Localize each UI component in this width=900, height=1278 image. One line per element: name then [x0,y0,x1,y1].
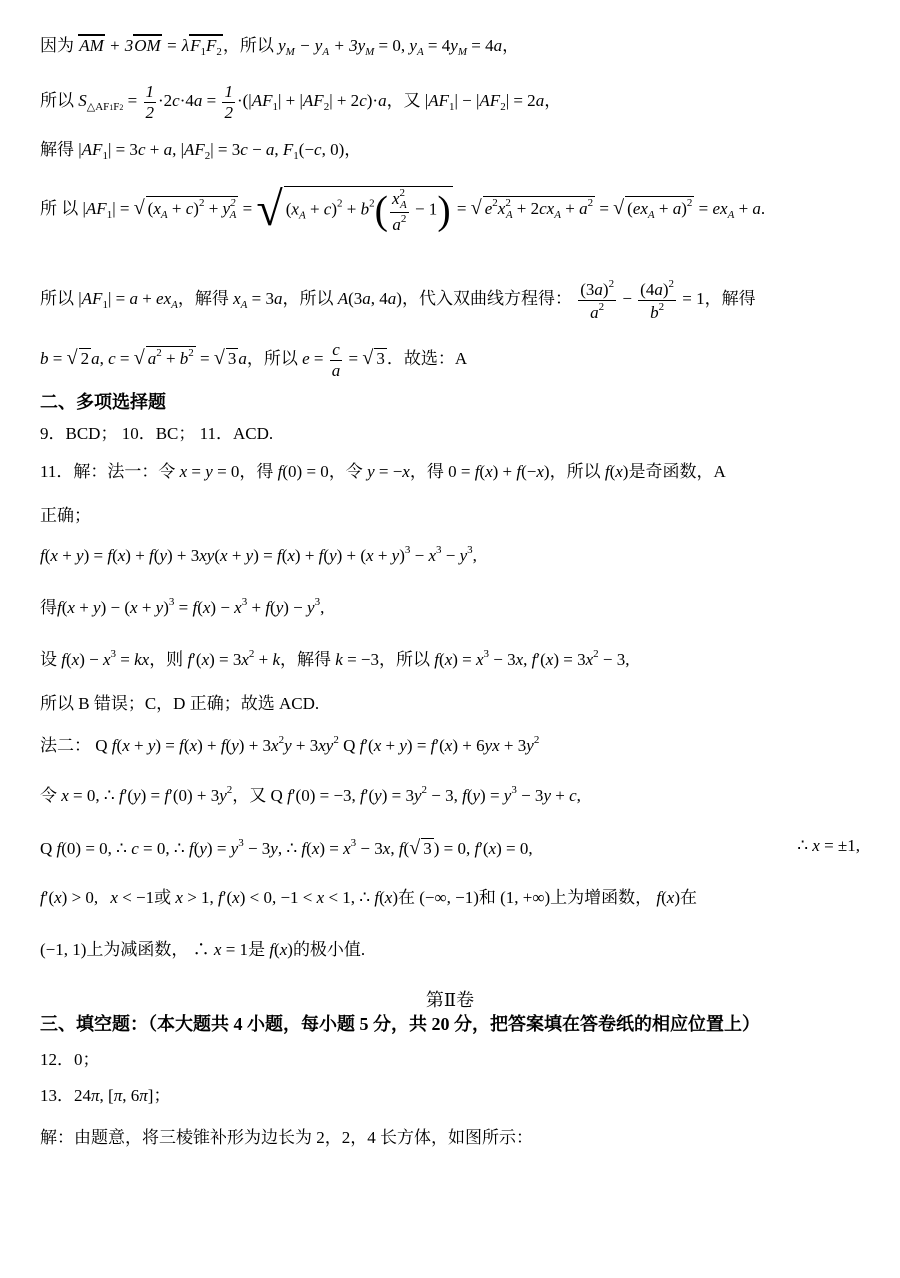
solution-line-1: 因为 AM + $3OM = \lambda F_1F_2$，所以 $y_M - y_A + 3y_M = 0$, $y_A = 4y_M = 4a$， [40,36,520,58]
q11-line-7: 法二： Q $f(x + y) = f(x) + f(y) + 3x^2y + 3xy^2$ Q $f'(x + y) = f'(x) + 6yx + 3y^2$ [40,734,540,755]
formula-xa: $x_A = 3a$ [233,288,283,311]
formula-area: $S_{\triangle AF1F2}$ = $\frac{1}{2}$ ·2c·4a = $\frac{1}{2}$ $\cdot(|AF_1| + |AF_2| + 2c)\cdot a$ [78,82,387,122]
answer-13: 13．24π, [π, 6π]； [40,1086,171,1105]
q11-line-8: 令 x = 0, ∴ $f'(y) = f'(0) + 3y^2$，又 Q f′(0) = −3, $f'(y) = 3y^2 - 3$, $f(y) = y^3 - 3y + c$, [40,784,581,805]
q11-line-3: $f(x + y) = f(x) + f(y) + 3xy(x + y) = f(x) + f(y) + (x + y)^3 - x^3 - y^3$, [40,544,477,565]
solution-line-6: b = √ 2 a, c = √ $a^2 + b^2$ = √ 3 a，所以 e = $\frac{c}{a}$ = √ 3 ．故选：A [40,340,468,380]
formula-eccentricity: e = $\frac{c}{a}$ = √ 3 [302,340,385,380]
solution-line-5: 所以 $|AF_1| = a + ex_A$，解得 $x_A = 3a$，所以 A(3a, 4a)，代入双曲线方程得： $\frac{(3a)^2}{a^2}$ − $\frac{(4a)^2}{b^2}$ = 1，解得 [40,278,756,322]
formula-af1: $|AF_1| = a + ex_A$ [78,288,178,311]
q11-line-6: 所以 B 错误；C，D 正确；故选 ACD. [40,694,320,713]
formula-y-relation: $y_M - y_A + 3y_M = 0$, $y_A = 4y_M = 4a$ [278,36,503,58]
formula-focal-distance: $|AF_1|$ = √ $(x_A + c)^2 + y^2_A$ = √ $(x_A + c)^2 + b^2$( $\frac{x^2_A}{a^2}$ − 1) = √ $e^2x^2_A + 2cx_A + a^2$ = √ $(ex_A + a)^2 = ex_A + a$. [82,183,766,237]
formula-vector-relation: AM + $3OM = \lambda F_1F_2$ [79,36,222,58]
formula-b-c-values: b = √ 2 a, c = √ $a^2 + b^2$ = √ 3 a [40,346,247,369]
q11-line-1: 11．解：法一：令 x = y = 0，得 f(0) = 0，令 y = −x，得 0 = f(x) + f(−x)，所以 f(x)是奇函数，A [40,462,726,481]
formula-hyperbola-substitution: $\frac{(3a)^2}{a^2}$ − $\frac{(4a)^2}{b^2}$ = 1 [580,278,705,322]
formula-point-a: A(3a, 4a) [337,288,402,308]
section-heading-fill-in: 三、填空题：（本大题共 4 小题，每小题 5 分，共 20 分，把答案填在答卷纸的相应位置上） [40,1014,760,1034]
section-heading-multiple-choice: 二、多项选择题 [40,392,166,412]
answer-12: 12．0； [40,1050,100,1069]
formula-focal-radii: $|AF_1| = 3c + a$, $|AF_2| = 3c - a$, $F_1(-c$, 0) [78,140,345,162]
solution-line-3: 解得 $|AF_1| = 3c + a$, $|AF_2| = 3c - a$, $F_1(-c$, 0)， [40,140,362,162]
volume-2-title: 第Ⅱ卷 [425,990,475,1010]
formula-difference: $|AF_1| - |AF_2| = 2a$ [424,90,545,113]
solution-line-4: 所 以 $|AF_1|$ = √ $(x_A + c)^2 + y^2_A$ = √ $(x_A + c)^2 + b^2$( $\frac{x^2_A}{a^2}$ − 1) = √ $e^2x^2_A + 2cx_A + a^2$ = √ $(ex_A + a)^2 = ex_A + a$. [40,183,766,237]
q11-line-10: f′(x) > 0, x < −1或 x > 1, f′(x) < 0, −1 < x < 1, ∴ f(x)在 (−∞, −1)和 (1, +∞)上为增函数， f(x)在 [40,888,698,907]
q11-line-2: 正确； [40,506,91,525]
q11-line-5: 设 $f(x) - x^3$ = kx，则 $f'(x) = 3x^2 + k$，解得 k = −3，所以 $f(x) = x^3 - 3x$, $f'(x) = 3x^2 - 3$, [40,648,630,669]
text-because: 因为 [40,36,74,55]
q11-line-11: (−1, 1)上为减函数， ∴ x = 1是 f(x)的极小值. [40,940,366,959]
q11-line-9: Q f(0) = 0, ∴ c = 0, ∴ $f(y) = y^3 - 3y$, ∴ $f(x) = x^3 - 3x$, f(√ 3 ) = 0, f′(x) = 0, ∴ x = ±1, [40,836,860,859]
solution-13: 解：由题意，将三棱锥补形为边长为 2，2，4 长方体，如图所示： [40,1128,533,1147]
solution-line-2: 所以 $S_{\triangle AF1F2}$ = $\frac{1}{2}$ ·2c·4a = $\frac{1}{2}$ $\cdot(|AF_1| + |AF_2| + 2c)\cdot a$，又 $|AF_1| - |AF_2| = 2a$， [40,82,562,122]
q11-line-4: 得$f(x + y) - (x + y)^3 = f(x) - x^3 + f(y) - y^3$, [40,596,325,617]
answers-9-11: 9．BCD； 10．BC； 11．ACD. [40,424,274,443]
